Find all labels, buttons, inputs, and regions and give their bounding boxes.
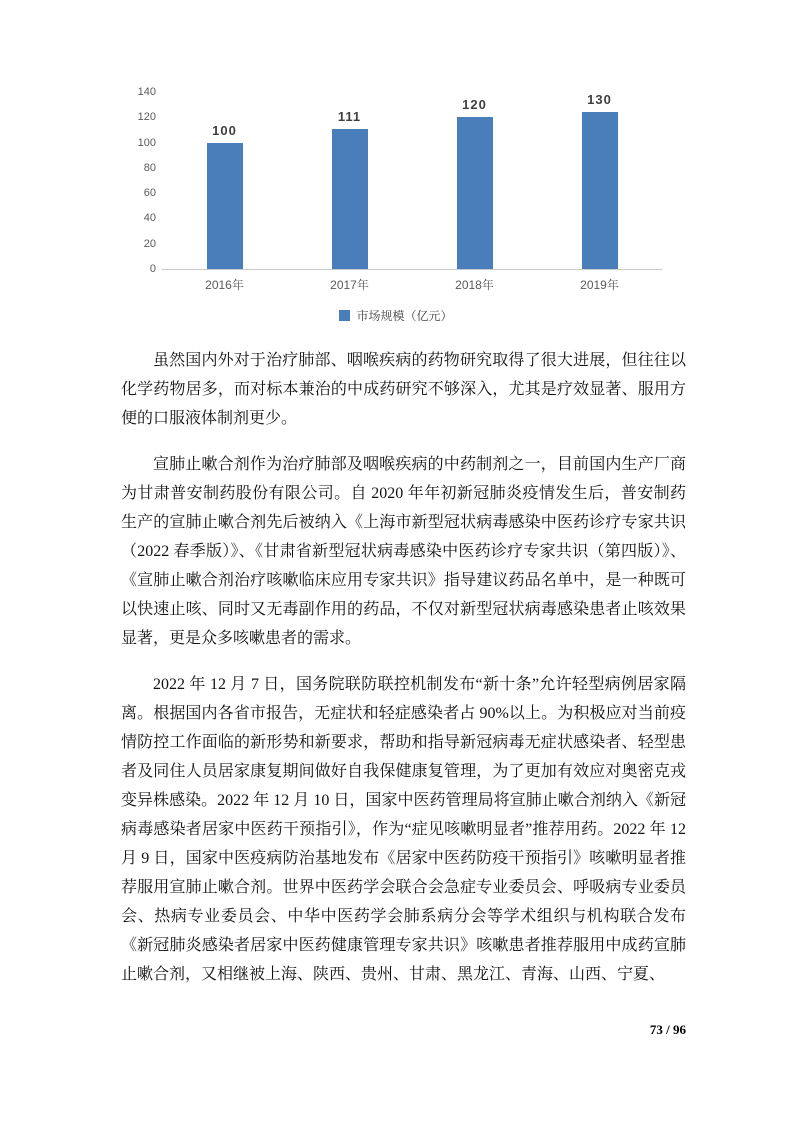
chart-legend bbox=[130, 307, 662, 324]
y-tick-label: 100 bbox=[137, 136, 156, 149]
paragraph: 虽然国内外对于治疗肺部、咽喉疾病的药物研究取得了很大进展，但往往以化学药物居多，而对标本兼治的中成药研究不够深入，尤其是疗效显著、服用方便的口服液体制剂更少。 bbox=[121, 352, 686, 427]
y-tick-label: 120 bbox=[137, 111, 156, 124]
y-tick-label: 80 bbox=[143, 161, 156, 174]
bar-value-label: 100 bbox=[212, 122, 237, 138]
chart-y-axis bbox=[130, 86, 162, 275]
legend-label: 市场规模（亿元） bbox=[356, 309, 453, 323]
chart-plot-row bbox=[130, 86, 662, 275]
x-tick-label: 2016年 bbox=[205, 278, 244, 292]
bar-value-label: 130 bbox=[587, 92, 612, 107]
market-size-bar-chart bbox=[130, 86, 662, 324]
bar-value-label: 120 bbox=[462, 97, 487, 113]
bar-slot bbox=[537, 92, 662, 269]
y-tick-label: 20 bbox=[143, 237, 156, 250]
bar-slot bbox=[162, 92, 287, 269]
paragraph: 宣肺止嗽合剂作为治疗肺部及咽喉疾病的中药制剂之一，目前国内生产厂商为甘肃普安制药股份有限公司。自 2020 年年初新冠肺炎疫情发生后，普安制药生产的宣肺止嗽合剂先后被纳入《上海市新型冠状病毒感染中医药诊疗专家共识（2022 春季版）》、《甘肃省新型冠状病毒感染中医药诊疗专家共识（第四版）》、《宣肺止嗽合剂治疗咳嗽临床应用专家共识》指导建议药品名单中，是一种既可以快速止咳、同时又无毒副作用的药品，不仅对新型冠状病毒感染患者止咳效果显著，更是众多咳嗽患者的需求。 bbox=[121, 456, 686, 647]
bar-2019年 bbox=[582, 112, 618, 269]
bar-2016年 bbox=[207, 143, 243, 269]
bar-slot bbox=[412, 92, 537, 269]
bar-slot bbox=[287, 92, 412, 269]
chart-x-axis bbox=[162, 270, 662, 293]
document-body bbox=[121, 346, 686, 1006]
chart-plot-area bbox=[162, 92, 662, 270]
x-tick-label: 2019年 bbox=[580, 278, 619, 292]
x-tick-label: 2017年 bbox=[330, 278, 369, 292]
y-tick-label: 40 bbox=[143, 212, 156, 225]
y-tick-label: 60 bbox=[143, 187, 156, 200]
bar-value-label: 111 bbox=[337, 108, 362, 124]
bar-2017年 bbox=[332, 129, 368, 269]
y-tick-label: 140 bbox=[137, 86, 156, 98]
bar-2018年 bbox=[457, 117, 493, 269]
x-tick-label: 2018年 bbox=[455, 278, 494, 292]
legend-color-swatch bbox=[339, 310, 350, 321]
y-tick-label: 0 bbox=[149, 263, 156, 275]
paragraph: 2022 年 12 月 7 日，国务院联防联控机制发布“新十条”允许轻型病例居家隔离。根据国内各省市报告，无症状和轻症感染者占 90%以上。为积极应对当前疫情防控工作面临的新形势和新要求，帮助和指导新冠病毒无症状感染者、轻型患者及同住人员居家康复期间做好自我保健康复管理，为了更加有效应对奥密克戎变异株感染。2022 年 12 月 10 日，国家中医药管理局将宣肺止嗽合剂纳入《新冠病毒感染者居家中医药干预指引》，作为“症见咳嗽明显者”推荐用药。2022 年 12 月 9 日，国家中医疫病防治基地发布《居家中医药防疫干预指引》咳嗽明显者推荐服用宣肺止嗽合剂。世界中医药学会联合会急症专业委员会、呼吸病专业委员会、热病专业委员会、中华中医药学会肺系病分会等学术组织与机构联合发布《新冠肺炎感染者居家中医药健康管理专家共识》咳嗽患者推荐服用中成药宣肺止嗽合剂，又相继被上海、陕西、贵州、甘肃、黑龙江、青海、山西、宁夏、 bbox=[121, 676, 686, 983]
page-number: 73 / 96 bbox=[649, 1022, 686, 1037]
